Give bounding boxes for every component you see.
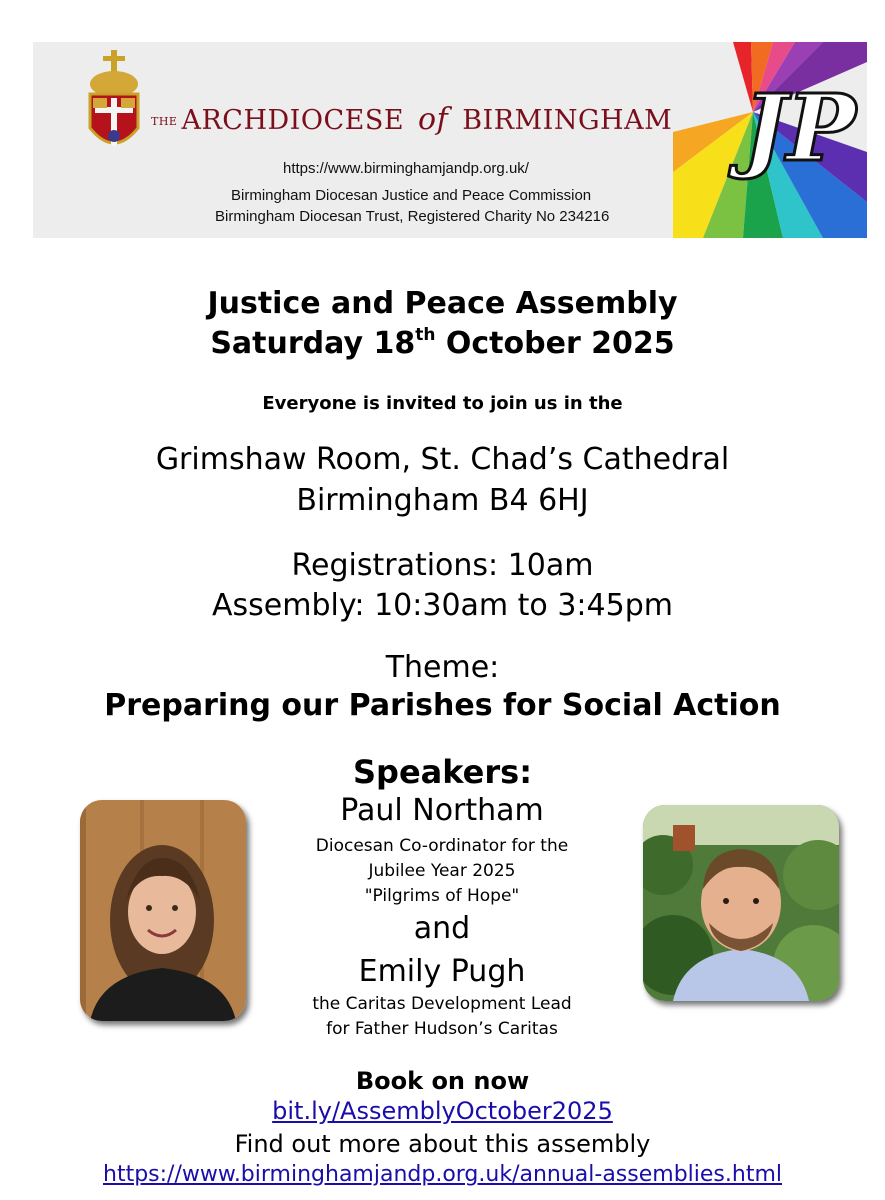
org-name-1: ARCHDIOCESE [181,105,405,136]
speaker-photo-paul [643,805,839,1001]
event-date [0,325,885,361]
header-website: https://www.birminghamjandp.org.uk/ [283,160,529,177]
speakers-connector: and [413,911,471,946]
speaker-photo-emily [80,800,246,1021]
archdiocese-crest-icon [81,50,147,162]
invite-text: Everyone is invited to join us in the [262,393,623,414]
woman-portrait-icon [80,800,246,1021]
speakers-heading: Speakers: [353,753,532,791]
header-banner [33,42,867,238]
speaker2-role-line2: for Father Hudson’s Caritas [326,1019,558,1039]
find-out-more-text: Find out more about this assembly [234,1130,651,1158]
registration-time: Registrations: 10am [291,548,594,583]
speaker1-role-line2: Jubilee Year 2025 [368,861,516,881]
venue-line-2: Birmingham B4 6HJ [296,483,589,518]
header-trust: Birmingham Diocesan Trust, Registered Charity No 234216 [215,208,610,225]
man-portrait-icon [643,805,839,1001]
booking-link[interactable]: bit.ly/AssemblyOctober2025 [272,1097,613,1125]
speaker1-role-line3: "Pilgrims of Hope" [364,886,520,906]
header-commission: Birmingham Diocesan Justice and Peace Commission [231,187,592,204]
date-prefix: Saturday 18 [210,326,416,361]
venue-line-1: Grimshaw Room, St. Chad’s Cathedral [155,442,730,477]
annual-assemblies-link[interactable]: https://www.birminghamjandp.org.uk/annual-assemblies.html [103,1162,782,1187]
justice-peace-rainbow-logo-icon [673,42,867,238]
date-suffix: th [415,325,436,345]
speaker2-role-line1: the Caritas Development Lead [312,994,572,1014]
book-now-heading: Book on now [355,1067,530,1095]
speaker1-name: Paul Northam [340,793,544,828]
theme-label: Theme: [385,650,500,685]
org-name-2: BIRMINGHAM [462,105,673,136]
archdiocese-name [151,102,673,137]
speaker1-role-line1: Diocesan Co-ordinator for the [315,836,569,856]
speaker2-name: Emily Pugh [358,954,526,989]
theme-text: Preparing our Parishes for Social Action [104,688,781,723]
assembly-time: Assembly: 10:30am to 3:45pm [212,588,673,623]
event-title: Justice and Peace Assembly [207,286,678,321]
org-the: THE [151,115,178,128]
logo-letters: JP [743,74,856,182]
org-of: of [418,102,449,137]
date-rest: October 2025 [435,326,675,361]
